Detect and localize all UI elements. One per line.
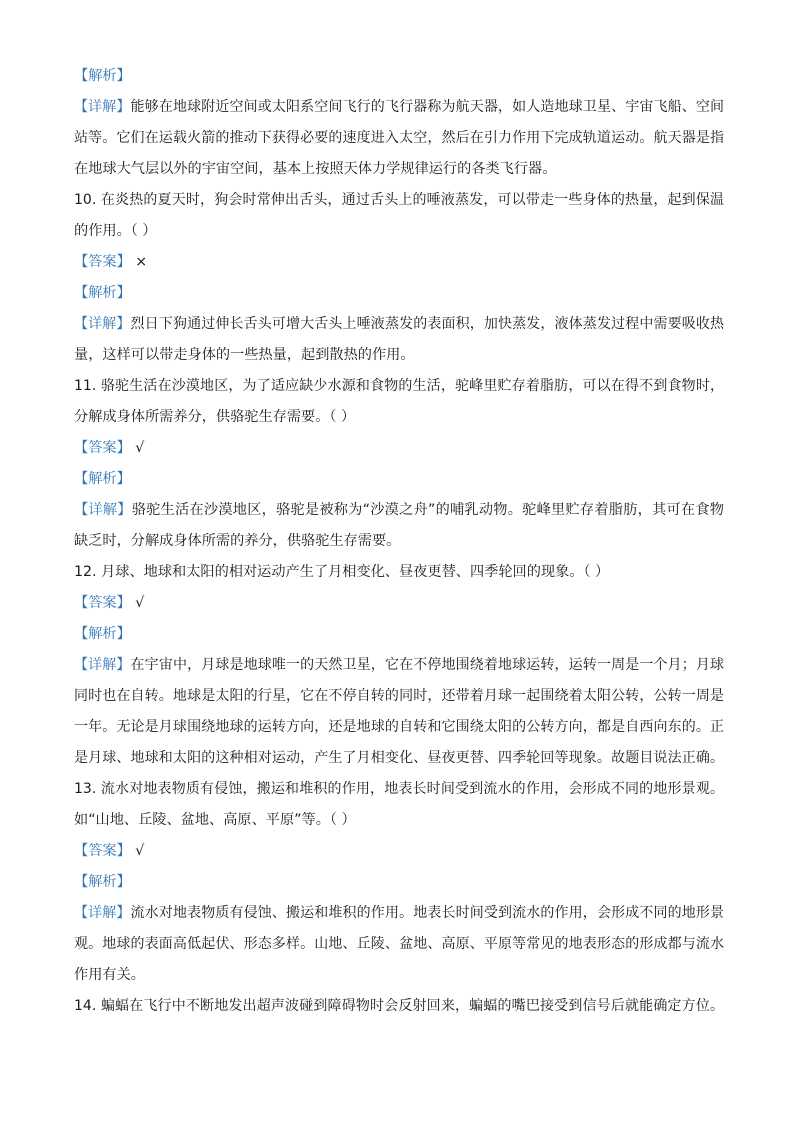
analysis-label: 【解析】 [74, 626, 131, 642]
detail-label: 【详解】 [74, 99, 131, 115]
detail-label: 【详解】 [74, 657, 131, 673]
question-10-text: 10. 在炎热的夏天时，狗会时常伸出舌头，通过舌头上的唾液蒸发，可以带走一些身体的热量，起到保温 [74, 192, 724, 208]
answer-label: 【答案】 [74, 595, 131, 611]
answer-value: √ [135, 843, 145, 859]
detail-line: 作用有关。 [74, 967, 145, 983]
detail-line: 【详解】骆驼生活在沙漠地区，骆驼是被称为“沙漠之舟”的哺乳动物。驼峰里贮存着脂肪，其可在食物 [74, 502, 724, 518]
question-11-text: 分解成身体所需养分，供骆驼生存需要。（ ） [74, 409, 356, 425]
detail-line: 同时也在自转。地球是太阳的行星，它在不停自转的同时，还带着月球一起围绕着太阳公转，公转一周是 [74, 688, 724, 704]
detail-line: 一年。无论是月球围绕地球的运转方向，还是地球的自转和它围绕太阳的公转方向，都是自西向东的。正 [74, 719, 724, 735]
question-10-text: 的作用。（ ） [74, 223, 157, 239]
detail-line: 【详解】能够在地球附近空间或太阳系空间飞行的飞行器称为航天器，如人造地球卫星、宇宙飞船、空间 [74, 99, 725, 115]
analysis-label: 【解析】 [74, 68, 131, 84]
answer-value: √ [135, 595, 145, 611]
answer-label: 【答案】 [74, 843, 131, 859]
question-12-text: 12. 月球、地球和太阳的相对运动产生了月相变化、昼夜更替、四季轮回的现象。（ ） [74, 564, 610, 580]
detail-line: 【详解】在宇宙中，月球是地球唯一的天然卫星，它在不停地围绕着地球运转，运转一周是一个月；月球 [74, 657, 725, 673]
detail-line: 缺乏时，分解成身体所需的养分，供骆驼生存需要。 [74, 533, 401, 549]
answer-line [74, 252, 724, 272]
detail-line: 在地球大气层以外的宇宙空间，基本上按照天体力学规律运行的各类飞行器。 [74, 161, 557, 177]
answer-line [74, 593, 724, 613]
question-14-text: 14. 蝙蝠在飞行中不断地发出超声波碰到障碍物时会反射回来，蝙蝠的嘴巴接受到信号后就能确定方位。 [74, 998, 724, 1014]
answer-label: 【答案】 [74, 440, 131, 456]
detail-line: 是月球、地球和太阳的这种相对运动，产生了月相变化、昼夜更替、四季轮回等现象。故题目说法正确。 [74, 750, 724, 766]
detail-label: 【详解】 [74, 316, 131, 332]
detail-line: 量，这样可以带走身体的一些热量，起到散热的作用。 [74, 347, 415, 363]
detail-line: 站等。它们在运载火箭的推动下获得必要的速度进入太空，然后在引力作用下完成轨道运动。航天器是指 [74, 130, 724, 146]
detail-line: 观。地球的表面高低起伏、形态多样。山地、丘陵、盆地、高原、平原等常见的地表形态的形成都与流水 [74, 936, 724, 952]
answer-label: 【答案】 [74, 254, 131, 270]
detail-line: 【详解】流水对地表物质有侵蚀、搬运和堆积的作用。地表长时间受到流水的作用，会形成不同的地形景 [74, 905, 725, 921]
answer-value: × [135, 254, 148, 270]
question-13-text: 如“山地、丘陵、盆地、高原、平原”等。（ ） [74, 812, 356, 828]
analysis-label: 【解析】 [74, 285, 131, 301]
answer-line [74, 438, 724, 458]
answer-line [74, 841, 724, 861]
question-13-text: 13. 流水对地表物质有侵蚀，搬运和堆积的作用，地表长时间受到流水的作用，会形成不同的地形景观。 [74, 781, 724, 797]
question-11-text: 11. 骆驼生活在沙漠地区，为了适应缺少水源和食物的生活，驼峰里贮存着脂肪，可以在得不到食物时， [74, 378, 724, 394]
detail-label: 【详解】 [74, 502, 132, 518]
detail-line: 【详解】烈日下狗通过伸长舌头可增大舌头上唾液蒸发的表面积，加快蒸发，液体蒸发过程中需要吸收热 [74, 316, 725, 332]
analysis-label: 【解析】 [74, 874, 131, 890]
detail-label: 【详解】 [74, 905, 131, 921]
answer-value: √ [135, 440, 145, 456]
analysis-label: 【解析】 [74, 471, 131, 487]
